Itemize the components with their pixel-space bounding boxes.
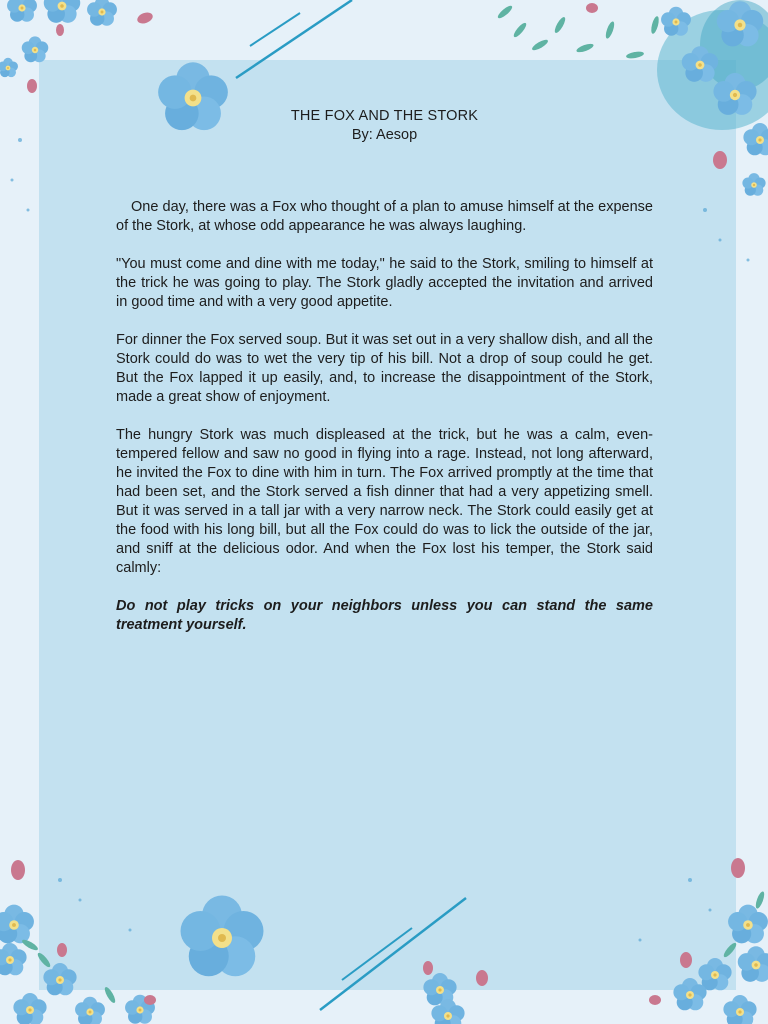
story-title: THE FOX AND THE STORK [290,108,479,124]
leaf-sprig-icon [496,4,660,60]
story-paragraph: The hungry Stork was much displeased at the trick, but he was a calm, even-tempered fellow and saw no good in flying into a rage. Instead, not long afterward, he invited the Fox to dine with him in turn. The Fox arrived promptly at the time that had been set, and the Stork served a fish dinner that had a very appetizing smell. But it was served in a tall jar with a very narrow neck. The Stork could easily get at the food with his long bill, but all the Fox could do was to lick the outside of the jar, and sniff at the delicious odor. And when the Fox lost his temper, the Stork said calmly: [116,427,653,576]
story-paragraph: One day, there was a Fox who thought of a plan to amuse himself at the expense of the Stork, at whose odd appearance he was always laughing. [116,199,653,234]
story-paragraph: For dinner the Fox served soup. But it was set out in a very shallow dish, and all the Stork could do was to wet the very tip of his bill. Not a drop of soup could he get. But the Fox lapped it up easily, and, to increase the disappointment of the Stork, made a great show of enjoyment. [116,332,653,405]
story-content [116,107,653,635]
story-author: By: Aesop [351,127,418,143]
story-paragraph: "You must come and dine with me today," he said to the Stork, smiling to himself at the trick he was going to play. The Stork gladly accepted the invitation and arrived in good time and with a very good appetite. [116,256,653,310]
story-moral: Do not play tricks on your neighbors unless you can stand the same treatment yourself. [116,598,653,633]
